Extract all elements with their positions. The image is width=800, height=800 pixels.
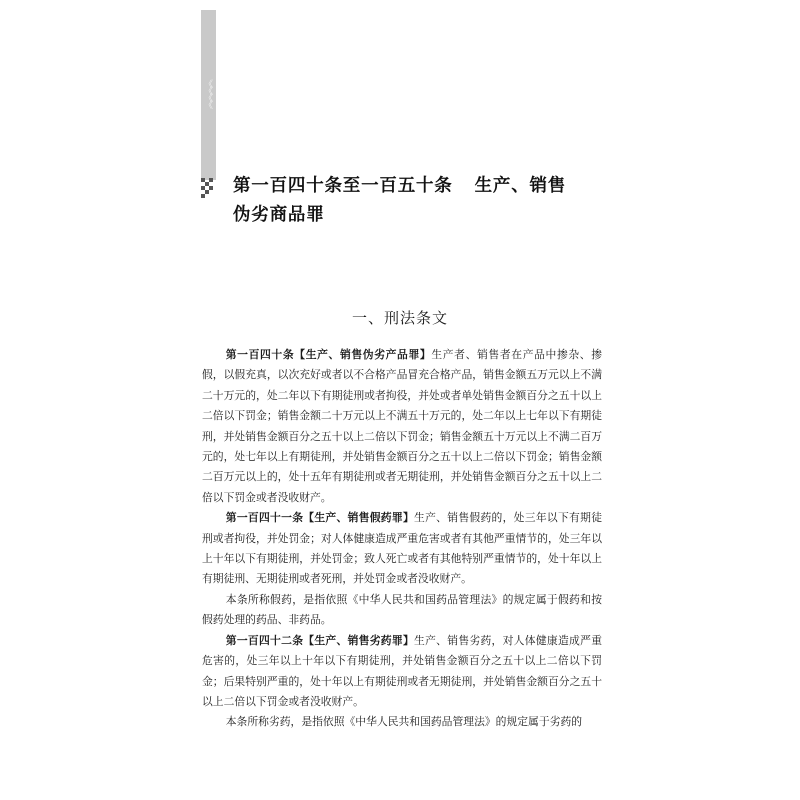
paragraph-article-140 — [202, 345, 602, 508]
checker-square — [205, 190, 209, 194]
checker-square — [201, 194, 205, 198]
article-heading: 第一百四十一条【生产、销售假药罪】 — [225, 511, 415, 525]
article-heading: 第一百四十条【生产、销售伪劣产品罪】 — [225, 348, 432, 361]
paragraph-article-142 — [202, 631, 602, 713]
article-heading: 第一百四十二条【生产、销售劣药罪】 — [225, 633, 415, 647]
chapter-title-line-2: 伪劣商品罪 — [233, 205, 325, 225]
chapter-title-part-a: 第一百四十条至一百五十条 — [233, 176, 453, 196]
article-body: 本条所称劣药，是指依照《中华人民共和国药品管理法》的规定属于劣药的 — [225, 715, 583, 729]
checker-square — [209, 178, 213, 182]
checker-square — [209, 186, 213, 190]
paragraph-fake-drug-definition — [202, 590, 602, 631]
article-body: 生产、销售假药的，处三年以下有期徒刑或者拘役，并处罚金；对人体健康造成严重危害或者有其他严重情节的，处三年以上十年以下有期徒刑，并处罚金；致人死亡或者有其他特别严重情节的，处十年以上有期徒刑、无期徒刑或者死刑，并处罚金或者没收财产。 — [202, 511, 603, 586]
paragraph-article-141 — [202, 508, 602, 590]
section-heading: 一、刑法条文 — [351, 309, 448, 327]
chevron-ornament-icon: 《 《 《 《 — [203, 80, 213, 111]
chapter-title — [233, 172, 613, 230]
article-body: 生产、销售劣药，对人体健康造成严重危害的，处三年以上十年以下有期徒刑，并处销售金额百分之五十以上二倍以下罚金；后果特别严重的，处十年以上有期徒刑或者无期徒刑，并处销售金额百分之五十以上二倍以下罚金或者没收财产。 — [202, 633, 603, 708]
article-body: 生产者、销售者在产品中掺杂、掺假，以假充真，以次充好或者以不合格产品冒充合格产品，销售金额五万元以上不满二十万元的，处二年以下有期徒刑或者拘役，并处或者单处销售金额百分之五十以上二倍以下罚金；销售金额二十万元以上不满五十万元的，处二年以上七年以下有期徒刑，并处销售金额百分之五十以上二倍以下罚金；销售金额五十万元以上不满二百万元的，处七年以上有期徒刑，并处销售金额百分之五十以上二倍以下罚金；销售金额二百万元以上的，处十五年有期徒刑或者无期徒刑，并处销售金额百分之五十以上二倍以下罚金或者没收财产。 — [202, 348, 603, 504]
paragraph-inferior-drug-definition — [202, 712, 602, 732]
statute-text — [202, 345, 602, 733]
chapter-title-part-b: 生产、销售 — [474, 176, 567, 196]
article-body: 本条所称假药，是指依照《中华人民共和国药品管理法》的规定属于假药和按假药处理的药品、非药品。 — [202, 592, 602, 627]
